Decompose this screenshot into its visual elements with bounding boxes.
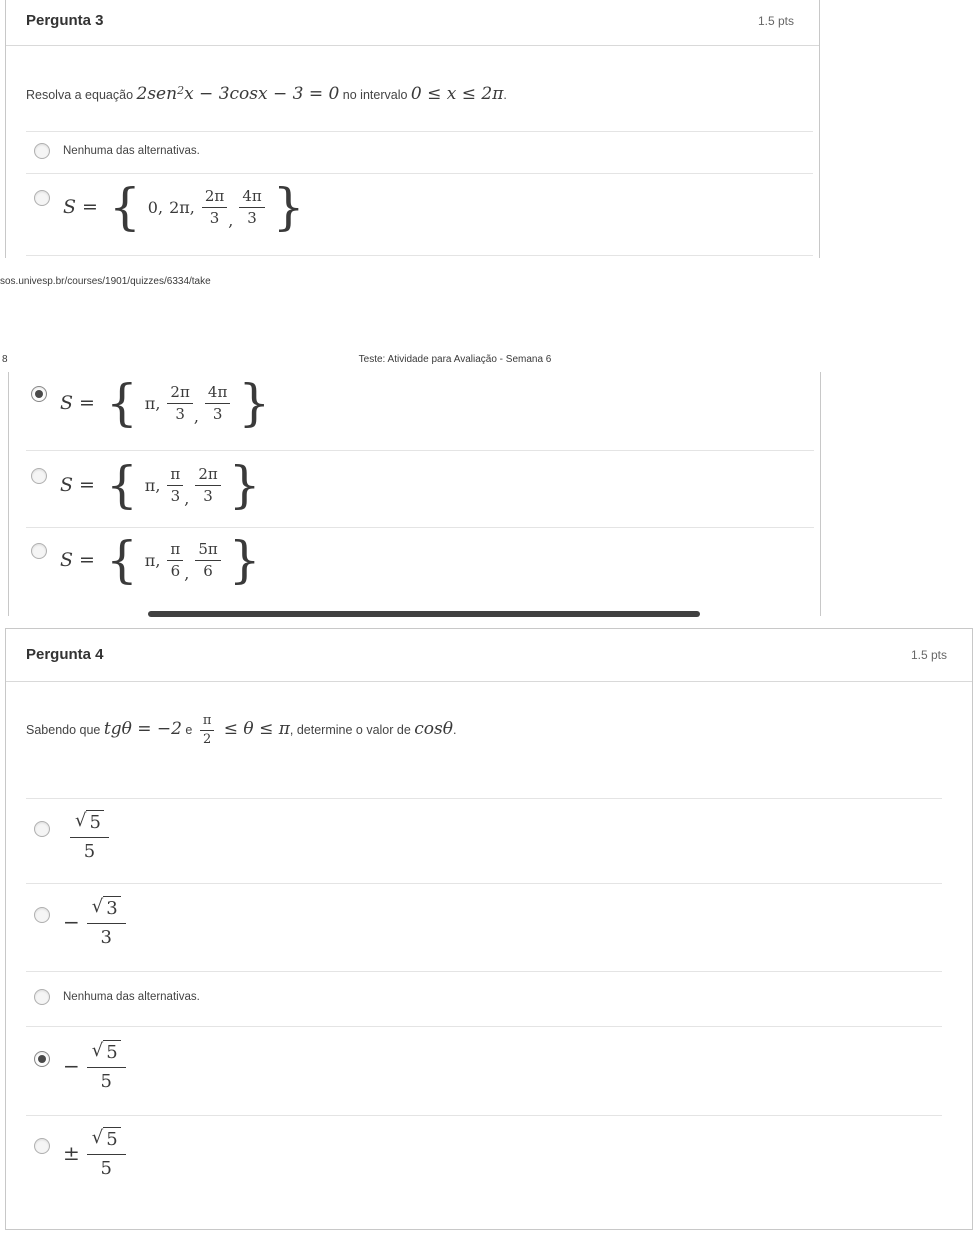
set-term: 2π, (169, 197, 195, 217)
q4-option-1-math (63, 809, 113, 864)
sqrt-symbol: √ (91, 896, 104, 917)
fraction-denominator: 6 (203, 561, 213, 580)
question-3-text (26, 76, 507, 110)
screenshot-edge-bar (148, 611, 700, 617)
divider (26, 1026, 942, 1027)
q4-option-3-radio[interactable] (34, 989, 50, 1005)
fraction-numerator: 2π (202, 187, 227, 208)
fraction-numerator: 2π (195, 465, 220, 486)
fraction (195, 540, 220, 581)
fraction-denominator: 6 (170, 561, 181, 580)
radicand: 3 (103, 896, 120, 920)
fraction-numerator (87, 895, 126, 924)
close-brace: } (228, 531, 261, 589)
q4-option-2-radio[interactable] (34, 907, 50, 923)
print-footer-url: sos.univesp.br/courses/1901/quizzes/6334/take (0, 276, 211, 287)
print-page-number: 8 (2, 354, 8, 365)
question-3-math: 2sen (136, 84, 178, 105)
question-4-header (6, 629, 972, 682)
question-3-header (6, 0, 819, 46)
question-4-math: cosθ (414, 719, 453, 739)
divider (26, 1115, 942, 1116)
q4-option-3-label: Nenhuma das alternativas. (63, 991, 200, 1003)
sign: − (63, 1054, 80, 1079)
close-brace: } (238, 374, 271, 432)
sqrt-symbol: √ (75, 810, 87, 831)
fraction-denominator: 3 (247, 208, 257, 227)
fraction-numerator: 4π (205, 383, 230, 404)
fraction (205, 383, 230, 424)
fraction (87, 1126, 126, 1181)
question-4-math: tgθ = −2 (103, 719, 182, 739)
q3-option-4-math (60, 456, 265, 514)
fraction-denominator: 3 (212, 404, 223, 423)
question-3-text-part: Resolva a equação (26, 88, 137, 103)
divider (26, 173, 813, 174)
close-brace: } (228, 456, 261, 514)
print-header-title: Teste: Atividade para Avaliação - Semana 6 (358, 354, 552, 365)
radicand: 5 (103, 1040, 120, 1064)
question-4-math: ≤ θ ≤ π (218, 719, 290, 739)
question-3-math: 0 ≤ x ≤ 2π (410, 84, 504, 105)
q3-option-5-math (60, 531, 265, 589)
question-4-text-part: e (181, 723, 196, 737)
q4-option-4-radio[interactable] (34, 1051, 50, 1067)
q4-option-2[interactable] (34, 895, 130, 950)
set-lead: S = (63, 196, 98, 218)
set-term: π, (144, 475, 161, 495)
sign: − (63, 910, 80, 935)
question-3-card (5, 0, 820, 258)
divider (26, 798, 942, 799)
fraction-numerator: 4π (239, 187, 264, 208)
fraction (202, 187, 227, 228)
question-4-text (26, 705, 456, 754)
q4-option-1[interactable] (34, 809, 113, 864)
fraction-numerator: π (167, 465, 183, 486)
fraction-denominator: 3 (209, 208, 220, 227)
divider (26, 450, 814, 451)
sign: ± (63, 1141, 80, 1166)
fraction (167, 540, 183, 581)
set-term: 0, (147, 197, 164, 217)
divider (26, 131, 813, 132)
q3-option-4[interactable] (31, 456, 265, 514)
q3-option-2-math (63, 178, 309, 236)
fraction-numerator (87, 1039, 126, 1068)
set-separator: , (184, 488, 190, 508)
q3-option-1[interactable] (34, 143, 200, 159)
fraction (167, 383, 192, 424)
q3-option-3-math (60, 374, 274, 432)
fraction (239, 187, 264, 228)
question-4-text-part: , determine o valor de (289, 723, 415, 737)
sqrt-symbol: √ (91, 1040, 104, 1061)
fraction-numerator (87, 1126, 126, 1155)
fraction-denominator: 5 (83, 841, 96, 863)
fraction (200, 713, 215, 749)
open-brace: { (108, 178, 141, 236)
fraction (87, 1039, 126, 1094)
fraction-denominator: 5 (100, 1158, 112, 1180)
q4-option-5[interactable] (34, 1126, 130, 1181)
q3-option-2[interactable] (34, 178, 309, 236)
set-term: π, (144, 550, 161, 570)
question-4-card (5, 628, 973, 1230)
question-3-text-part: no intervalo (339, 88, 411, 103)
q4-option-5-math (63, 1126, 130, 1181)
fraction-numerator: 2π (167, 383, 192, 404)
fraction-numerator: π (200, 713, 215, 731)
set-lead: S = (60, 549, 95, 571)
fraction-numerator (70, 809, 109, 838)
question-4-title: Pergunta 4 (26, 646, 104, 663)
set-separator: , (193, 406, 199, 426)
fraction (167, 465, 183, 506)
question-4-text-part: Sabendo que (26, 723, 104, 737)
open-brace: { (105, 531, 138, 589)
fraction-denominator: 3 (203, 486, 213, 505)
fraction (195, 465, 220, 506)
fraction-denominator: 3 (100, 927, 112, 949)
open-brace: { (105, 456, 138, 514)
q4-option-1-radio[interactable] (34, 821, 50, 837)
question-4-text-part: . (452, 723, 457, 737)
question-3-math-exponent: 2 (177, 84, 185, 97)
sqrt-symbol: √ (91, 1127, 104, 1148)
fraction-denominator: 2 (202, 732, 212, 748)
q4-option-4-math (63, 1039, 130, 1094)
q3-option-3[interactable] (31, 374, 274, 432)
q3-option-2-radio[interactable] (34, 190, 50, 206)
question-3-points: 1.5 pts (757, 14, 794, 28)
q4-option-3[interactable] (34, 989, 200, 1005)
q3-option-1-radio[interactable] (34, 143, 50, 159)
set-lead: S = (60, 392, 95, 414)
divider (26, 971, 942, 972)
fraction (87, 895, 126, 950)
q4-option-4[interactable] (34, 1039, 130, 1094)
q3-option-4-radio[interactable] (31, 468, 47, 484)
question-3-continued-card (8, 372, 821, 616)
question-3-title: Pergunta 3 (26, 12, 104, 29)
set-separator: , (228, 210, 234, 230)
divider (26, 883, 942, 884)
q4-option-2-math (63, 895, 130, 950)
q3-option-1-label: Nenhuma das alternativas. (63, 145, 200, 157)
fraction-denominator: 3 (175, 404, 185, 423)
set-separator: , (184, 563, 190, 583)
fraction-numerator: 5π (195, 540, 220, 561)
fraction (70, 809, 109, 864)
question-3-math: x − 3cosx − 3 = 0 (184, 84, 340, 105)
fraction-denominator: 3 (170, 486, 181, 505)
question-3-text-part: . (503, 88, 507, 103)
set-term: π, (144, 393, 161, 413)
fraction-denominator: 5 (100, 1071, 112, 1093)
q4-option-5-radio[interactable] (34, 1138, 50, 1154)
q3-option-5[interactable] (31, 531, 265, 589)
set-lead: S = (60, 474, 95, 496)
q3-option-3-radio[interactable] (31, 386, 47, 402)
open-brace: { (105, 374, 138, 432)
q3-option-5-radio[interactable] (31, 543, 47, 559)
divider (26, 527, 814, 528)
question-4-points: 1.5 pts (910, 648, 947, 662)
radicand: 5 (86, 810, 103, 834)
radicand: 5 (103, 1127, 120, 1151)
divider (26, 255, 813, 256)
fraction-numerator: π (167, 540, 183, 561)
close-brace: } (272, 178, 305, 236)
